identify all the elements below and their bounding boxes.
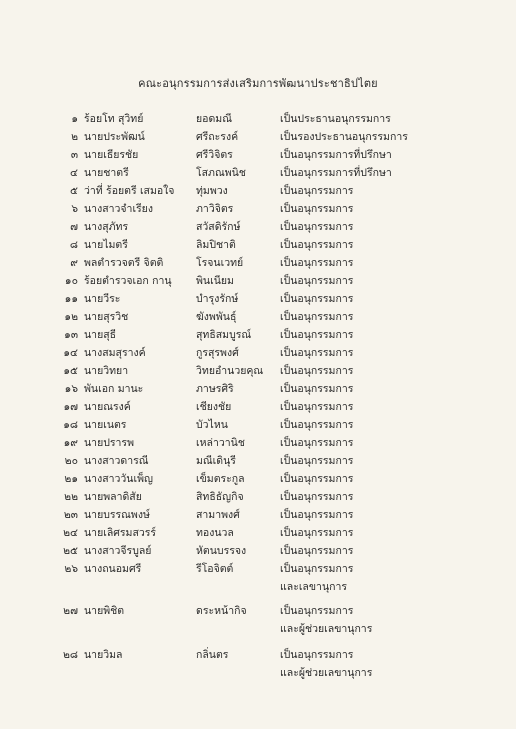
member-position: เป็นอนุกรรมการ [280, 311, 354, 323]
member-number: ๑๑ [64, 293, 78, 305]
member-row [0, 560, 516, 602]
member-last-name: ทองนวล [196, 527, 234, 539]
member-first-name: พันเอก มานะ [84, 383, 144, 395]
member-position: เป็นอนุกรรมการ [280, 221, 354, 233]
member-number: ๒๖ [64, 563, 78, 575]
member-first-name: นายณรงค์ [84, 401, 131, 413]
member-row [0, 452, 516, 470]
member-last-name: โรจนเวทย์ [196, 257, 244, 269]
member-number: ๑๖ [64, 383, 78, 395]
member-first-name: พลตำรวจตรี จิตติ [84, 257, 164, 269]
member-number: ๖ [71, 203, 78, 215]
member-first-name: นายพลาดิสัย [84, 491, 142, 503]
member-number: ๙ [70, 257, 78, 269]
member-row [0, 218, 516, 236]
member-position: เป็นอนุกรรมการ [280, 383, 354, 395]
member-last-name: มณีเดินุรี [196, 455, 236, 467]
member-first-name: นางสมสุรางค์ [84, 347, 146, 359]
member-position: เป็นอนุกรรมการ [280, 185, 354, 197]
member-number: ๒ [71, 131, 78, 143]
member-first-name: นางสาววันเพ็ญ [84, 473, 153, 485]
member-last-name: บำรุงรักษ์ [196, 293, 239, 305]
member-row [0, 344, 516, 362]
member-number: ๒๔ [63, 527, 78, 539]
member-first-name: นางสาวจีรบูลย์ [84, 545, 152, 557]
member-row [0, 272, 516, 290]
member-last-name: เหล่าวานิช [196, 437, 245, 449]
member-position: เป็นอนุกรรมการ [280, 293, 354, 305]
member-number: ๑๐ [64, 275, 78, 287]
member-number: ๒๐ [64, 455, 78, 467]
member-row [0, 416, 516, 434]
member-position: เป็นอนุกรรมการ [280, 563, 354, 575]
member-number: ๑๒ [64, 311, 78, 323]
member-last-name: โสภณพนิช [196, 167, 246, 179]
member-first-name: นางสุภัทร [84, 221, 129, 233]
member-last-name: สามาพงศ์ [196, 509, 240, 521]
member-number: ๑๗ [63, 401, 78, 413]
member-number: ๒๗ [63, 605, 78, 617]
member-first-name: นายวิมล [84, 649, 123, 661]
member-number: ๔ [70, 167, 78, 179]
page-title: คณะอนุกรรมการส่งเสริมการพัฒนาประชาธิปไตย [138, 77, 378, 90]
member-position: เป็นอนุกรรมการ [280, 455, 354, 467]
member-first-name: นายวีระ [84, 293, 121, 305]
member-position: เป็นอนุกรรมการ [280, 649, 354, 661]
member-first-name: ร้อยตำรวจเอก กานุ [84, 275, 172, 287]
member-number: ๑๔ [63, 347, 78, 359]
member-last-name: พินเนียม [196, 275, 234, 287]
member-number: ๗ [70, 221, 78, 233]
member-row [0, 164, 516, 182]
member-position: เป็นประธานอนุกรรมการ [280, 113, 391, 125]
member-row [0, 290, 516, 308]
member-last-name: ภาษรศิริ [196, 383, 234, 395]
member-first-name: นางถนอมศรี [84, 563, 142, 575]
member-first-name: นายชาตรี [84, 167, 129, 179]
member-position-note: และผู้ช่วยเลขานุการ [280, 667, 373, 679]
member-row [0, 602, 516, 646]
member-row [0, 380, 516, 398]
member-number: ๒๑ [64, 473, 78, 485]
member-number: ๑๓ [64, 329, 78, 341]
member-number: ๒๕ [63, 545, 78, 557]
member-position: เป็นอนุกรรมการ [280, 365, 354, 377]
member-row [0, 434, 516, 452]
member-position: เป็นอนุกรรมการ [280, 437, 354, 449]
member-position: เป็นอนุกรรมการ [280, 257, 354, 269]
member-row [0, 110, 516, 128]
member-number: ๒๘ [62, 649, 78, 661]
member-last-name: เชียงชัย [196, 401, 232, 413]
member-first-name: นางสาวจำเรียง [84, 203, 153, 215]
member-position: เป็นอนุกรรมการ [280, 545, 354, 557]
member-last-name: ลิมปิชาติ [196, 239, 236, 251]
member-last-name: ศรีถะรงค์ [196, 131, 239, 143]
member-row [0, 182, 516, 200]
member-first-name: นายบรรณพงษ์ [84, 509, 150, 521]
member-row [0, 254, 516, 272]
member-last-name: ฆังพพันธุ์ [196, 311, 237, 323]
member-row [0, 646, 516, 682]
member-last-name: สิทธิธัญกิจ [196, 491, 244, 503]
member-position: เป็นอนุกรรมการ [280, 527, 354, 539]
member-row [0, 488, 516, 506]
member-row [0, 398, 516, 416]
member-last-name: สุทธิสมบูรณ์ [196, 329, 252, 341]
member-row [0, 308, 516, 326]
member-row [0, 128, 516, 146]
member-number: ๑ [71, 113, 78, 125]
member-first-name: นายเธียรชัย [84, 149, 139, 161]
member-last-name: ทุ่มพวง [196, 185, 228, 197]
member-last-name: ภาวิจิตร [196, 203, 234, 215]
member-first-name: นายพิชิต [84, 605, 125, 617]
member-position: เป็นอนุกรรมการ [280, 605, 354, 617]
member-last-name: ดระหน้ากิจ [196, 605, 247, 617]
member-last-name: เข็มตระกูล [196, 473, 245, 485]
member-position-note: และเลขานุการ [280, 581, 348, 593]
member-number: ๑๕ [63, 365, 78, 377]
member-first-name: นายไมตรี [84, 239, 128, 251]
member-position: เป็นอนุกรรมการ [280, 509, 354, 521]
member-number: ๑๙ [63, 437, 78, 449]
member-row [0, 542, 516, 560]
member-last-name: ศรีวิจิตร [196, 149, 233, 161]
member-row [0, 506, 516, 524]
member-first-name: นายสุธี [84, 329, 117, 341]
member-number: ๘ [69, 239, 78, 251]
member-position: เป็นอนุกรรมการ [280, 491, 354, 503]
member-list [0, 110, 516, 682]
member-position: เป็นอนุกรรมการ [280, 275, 354, 287]
member-position: เป็นรองประธานอนุกรรมการ [280, 131, 408, 143]
member-number: ๒๓ [63, 509, 78, 521]
member-row [0, 200, 516, 218]
member-number: ๒๒ [64, 491, 78, 503]
member-position: เป็นอนุกรรมการ [280, 419, 354, 431]
member-last-name: กลิ่นตร [196, 649, 229, 661]
member-number: ๓ [70, 149, 78, 161]
member-row [0, 470, 516, 488]
member-position: เป็นอนุกรรมการ [280, 239, 354, 251]
member-position-note: และผู้ช่วยเลขานุการ [280, 623, 373, 635]
member-row [0, 362, 516, 380]
member-last-name: บัวไหน [196, 419, 228, 431]
member-last-name: กูรสุรพงศ์ [196, 347, 239, 359]
member-last-name: รีโอจิตต์ [196, 563, 234, 575]
member-last-name: สวัสดิรักษ์ [196, 221, 241, 233]
member-last-name: วิทยอำนวยคุณ [196, 365, 264, 377]
member-position: เป็นอนุกรรมการ [280, 347, 354, 359]
member-number: ๑๘ [63, 419, 78, 431]
member-position: เป็นอนุกรรมการ [280, 473, 354, 485]
member-first-name: นายสุรวิช [84, 311, 129, 323]
member-position: เป็นอนุกรรมการที่ปรึกษา [280, 167, 392, 179]
member-first-name: นายปรารพ [84, 437, 134, 449]
member-row [0, 326, 516, 344]
member-first-name: นายเลิศรมสวรร์ [84, 527, 157, 539]
member-first-name: นางสาวดารณี [84, 455, 149, 467]
member-position: เป็นอนุกรรมการ [280, 329, 354, 341]
member-first-name: นายวิทยา [84, 365, 129, 377]
member-last-name: หัตนบรรจง [196, 545, 247, 557]
member-first-name: นายประพัฒน์ [84, 131, 145, 143]
member-row [0, 146, 516, 164]
member-position: เป็นอนุกรรมการ [280, 203, 354, 215]
member-first-name: นายเนตร [84, 419, 127, 431]
member-row [0, 236, 516, 254]
member-first-name: ร้อยโท สุวิทย์ [84, 113, 144, 125]
member-last-name: ยอดมณี [196, 113, 232, 125]
member-position: เป็นอนุกรรมการที่ปรึกษา [280, 149, 392, 161]
member-number: ๕ [70, 185, 78, 197]
member-row [0, 524, 516, 542]
member-first-name: ว่าที่ ร้อยตรี เสมอใจ [84, 185, 175, 197]
member-position: เป็นอนุกรรมการ [280, 401, 354, 413]
